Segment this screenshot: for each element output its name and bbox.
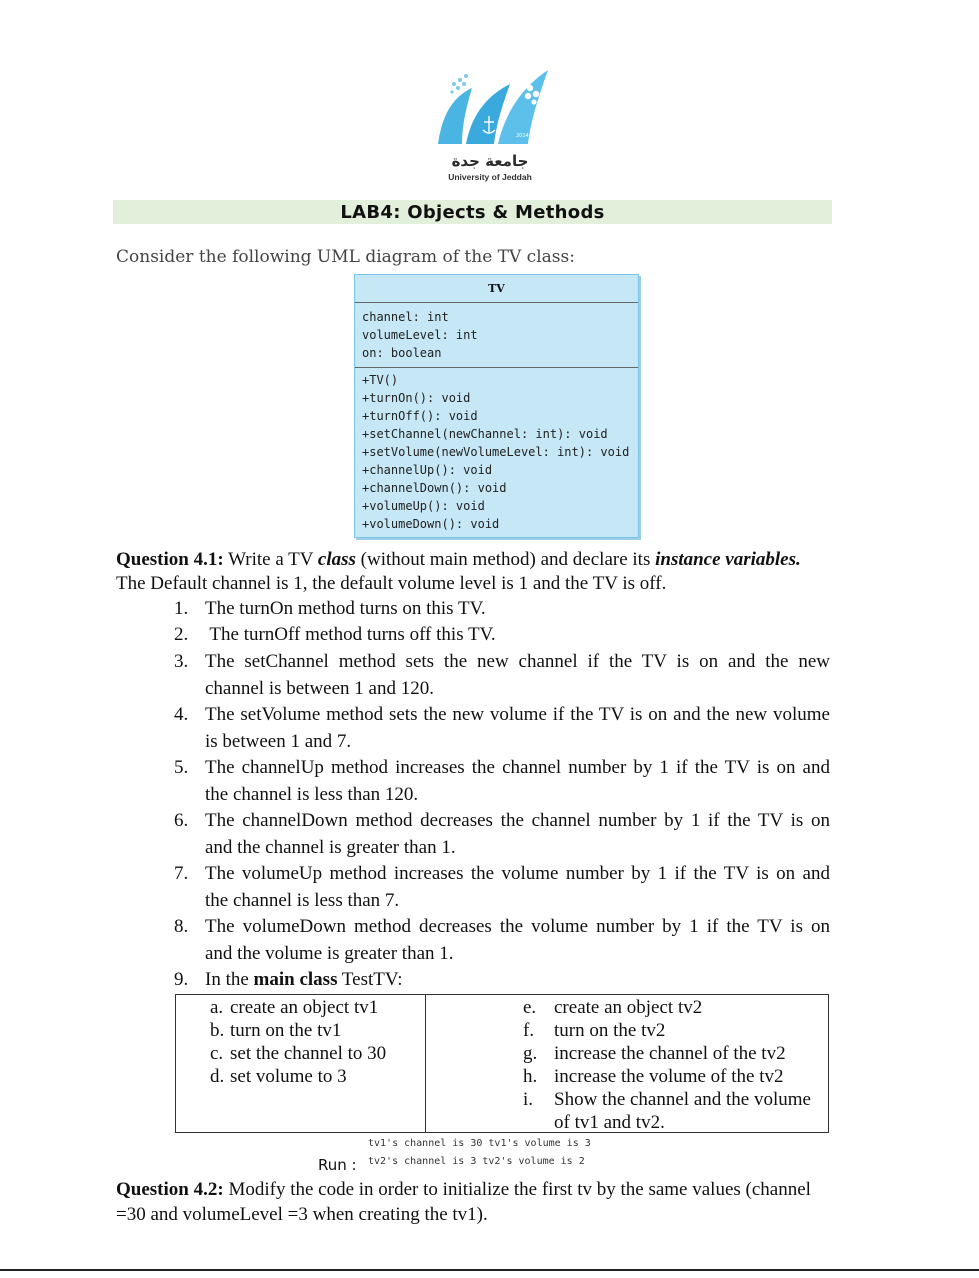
svg-text:2014: 2014 — [516, 133, 529, 139]
uml-method: +setVolume(newVolumeLevel: int): void — [362, 445, 630, 459]
table-cell: c. set the channel to 30 — [210, 1043, 387, 1064]
list-number: 8. — [174, 916, 189, 937]
question-emphasis-instance-variables: instance variables. — [655, 549, 801, 570]
uml-diagram — [354, 274, 639, 538]
table-cell-continued: of tv1 and tv2. — [554, 1112, 665, 1133]
page-title: LAB4: Objects & Methods — [340, 202, 605, 223]
table-cell: g. increase the channel of the tv2 — [523, 1043, 786, 1064]
list-item: The volumeDown method decreases the volume number by 1 if the TV is on and the volume is greater than 1. — [205, 916, 830, 964]
table-cell: b. turn on the tv1 — [210, 1020, 342, 1041]
question-4-1-defaults: The Default channel is 1, the default volume level is 1 and the TV is off. — [116, 573, 667, 594]
uml-fields — [355, 303, 638, 368]
question-text: Write a TV — [223, 549, 318, 570]
list-number: 7. — [174, 863, 189, 884]
table-right-column — [523, 996, 811, 1134]
uml-method: +setChannel(newChannel: int): void — [362, 427, 608, 441]
intro-text: Consider the following UML diagram of the TV class: — [116, 247, 575, 267]
list-number: 1. — [174, 598, 189, 619]
question-emphasis-class: class — [317, 549, 356, 570]
table-divider — [425, 994, 426, 1133]
table-cell: h. increase the volume of the tv2 — [523, 1066, 784, 1087]
question-text: Modify the code in order to initialize the first tv by the same values (channel — [223, 1179, 811, 1200]
list-number: 3. — [174, 651, 189, 672]
uml-method: +volumeUp(): void — [362, 499, 485, 513]
uml-method: +turnOff(): void — [362, 409, 478, 423]
uml-field: volumeLevel: int — [362, 328, 478, 342]
question-label: Question 4.2: — [116, 1179, 224, 1200]
uml-field: on: boolean — [362, 346, 442, 360]
list-item: The channelUp method increases the channel number by 1 if the TV is on and the channel is less than 120. — [205, 757, 830, 805]
uml-method: +channelDown(): void — [362, 481, 507, 495]
list-item: The turnOn method turns on this TV. — [205, 598, 486, 619]
table-cell: e. create an object tv2 — [523, 997, 703, 1018]
uml-method: +volumeDown(): void — [362, 517, 500, 531]
list-number: 6. — [174, 810, 189, 831]
list-item: The turnOff method turns off this TV. — [205, 624, 496, 645]
uml-class-name: TV — [355, 275, 638, 303]
page-bottom-rule — [0, 1269, 979, 1271]
run-label: Run : — [318, 1156, 357, 1174]
run-output-line: tv2's channel is 3 tv2's volume is 2 — [368, 1156, 585, 1167]
uml-method: +turnOn(): void — [362, 391, 471, 405]
logo-arabic-name: جامعة جدة — [451, 152, 529, 170]
list-number: 9. — [174, 969, 189, 990]
question-4-1 — [116, 548, 832, 572]
uml-methods — [355, 368, 638, 533]
logo-english-name: University of Jeddah — [448, 172, 532, 182]
run-output-line: tv1's channel is 30 tv1's volume is 3 — [368, 1138, 591, 1149]
table-cell: a. create an object tv1 — [210, 997, 379, 1018]
table-cell: f. turn on the tv2 — [523, 1020, 666, 1041]
uml-field: channel: int — [362, 310, 449, 324]
university-logo — [436, 66, 550, 150]
list-item: The setVolume method sets the new volume if the TV is on and the new volume is between 1 and 7. — [205, 704, 830, 752]
list-item: The setChannel method sets the new channel if the TV is on and the new channel is between 1 and 120. — [205, 651, 830, 699]
question-4-2-line2: =30 and volumeLevel =3 when creating the tv1). — [116, 1204, 488, 1225]
question-text: (without main method) and declare its — [355, 549, 656, 570]
list-number: 4. — [174, 704, 189, 725]
list-number: 2. — [174, 624, 189, 645]
list-item-main-class: In the main class TestTV: — [205, 969, 403, 990]
table-cell: i. Show the channel and the volume — [523, 1089, 811, 1110]
question-label: Question 4.1: — [116, 549, 224, 570]
uml-method: +TV() — [362, 373, 399, 387]
uml-method: +channelUp(): void — [362, 463, 493, 477]
table-left-column — [210, 996, 386, 1088]
table-cell: d. set volume to 3 — [210, 1066, 347, 1087]
list-number: 5. — [174, 757, 189, 778]
list-item: The volumeUp method increases the volume number by 1 if the TV is on and the channel is less than 7. — [205, 863, 830, 911]
list-item: The channelDown method decreases the channel number by 1 if the TV is on and the channel is greater than 1. — [205, 810, 830, 858]
question-4-2 — [116, 1178, 832, 1202]
